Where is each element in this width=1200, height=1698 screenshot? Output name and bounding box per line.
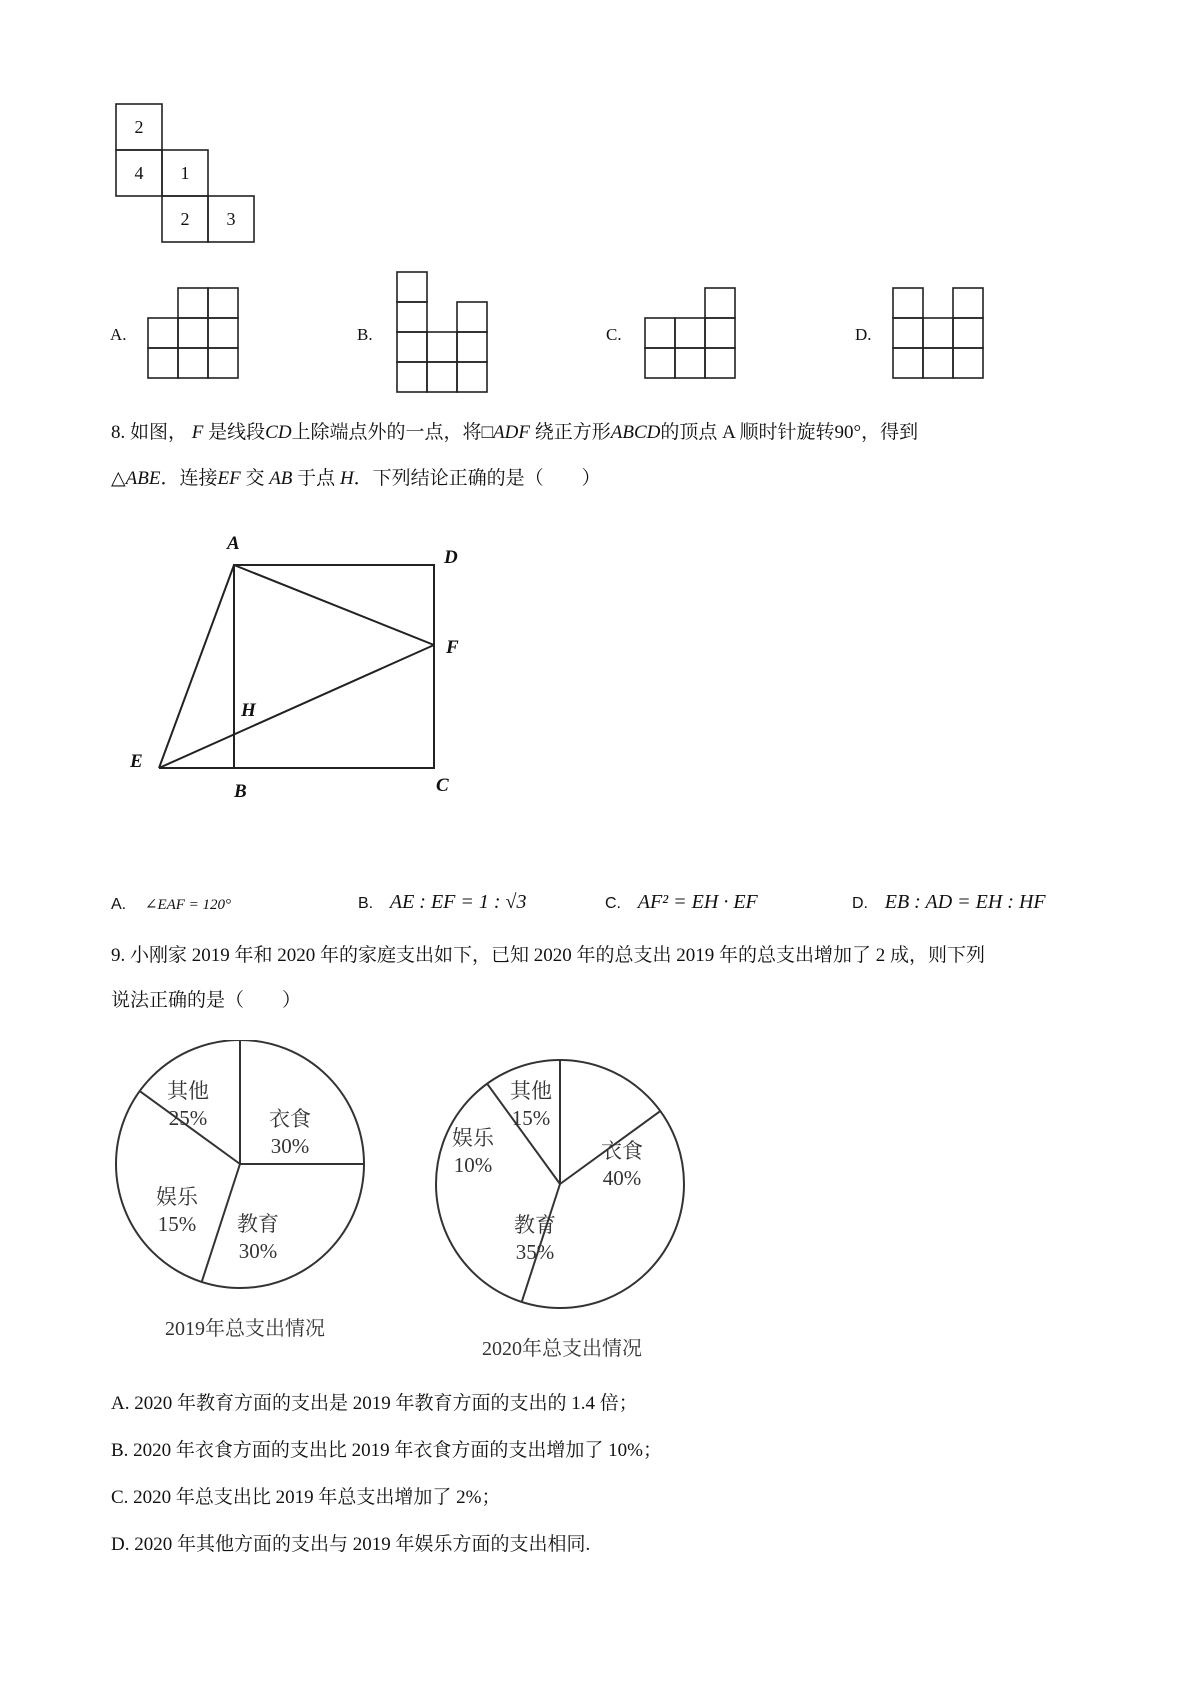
q8-option-b bbox=[358, 890, 527, 915]
q7-option-a-figure bbox=[148, 288, 238, 378]
q7-option-c-figure bbox=[645, 288, 735, 378]
segment-af bbox=[234, 565, 434, 645]
q9-option-b: B. 2020 年衣食方面的支出比 2019 年衣食方面的支出增加了 10%； bbox=[111, 1440, 663, 1461]
label-d: D bbox=[444, 547, 458, 568]
q7-option-b-label: B. bbox=[357, 325, 373, 344]
pie-2019-cat-food: 衣食 bbox=[269, 1107, 311, 1131]
segment-ae bbox=[159, 565, 234, 768]
q8-var-ab: AB bbox=[269, 468, 293, 489]
q7-option-d-figure bbox=[893, 288, 983, 378]
q8-text: ，得到 bbox=[861, 422, 919, 443]
label-b: B bbox=[234, 781, 247, 802]
pie-2020-val-fun: 10% bbox=[453, 1153, 493, 1177]
q8-text: 的顶点 A 顺时针旋转 bbox=[660, 422, 835, 443]
label-h: H bbox=[241, 700, 256, 721]
label-e: E bbox=[130, 751, 143, 772]
label-a: A bbox=[227, 533, 240, 554]
pie-2019-cat-edu: 教育 bbox=[237, 1212, 279, 1236]
label-f: F bbox=[446, 637, 459, 658]
label-c: C bbox=[436, 775, 449, 796]
net-num-1: 2 bbox=[134, 117, 144, 137]
net-num-5: 3 bbox=[226, 209, 236, 229]
q8-text: 上除端点外的一点，将 bbox=[291, 422, 482, 443]
pie-2020-val-edu: 35% bbox=[515, 1240, 555, 1264]
q8-var-h: H bbox=[339, 468, 354, 489]
q9-option-d: D. 2020 年其他方面的支出与 2019 年娱乐方面的支出相同. bbox=[111, 1534, 591, 1555]
q8-var-cd: CD bbox=[265, 422, 292, 443]
q8-glyph-box: □ bbox=[481, 422, 494, 443]
q8-text: ．连接 bbox=[160, 468, 218, 489]
q8-option-c bbox=[605, 890, 758, 915]
q8-prefix: 8. 如图， bbox=[111, 422, 188, 443]
net-num-3: 1 bbox=[180, 163, 190, 183]
q7-figures bbox=[0, 0, 1200, 400]
pie-2020-val-other: 15% bbox=[511, 1106, 551, 1130]
pie-2020-cat-edu: 教育 bbox=[514, 1213, 556, 1237]
q9-pie-charts bbox=[0, 1040, 760, 1370]
q8-option-a-label: A. bbox=[111, 896, 127, 913]
q8-option-a-expr: ∠EAF = 120° bbox=[144, 897, 232, 913]
cube-net-numbers bbox=[135, 117, 236, 229]
q7-option-b-figure bbox=[397, 272, 487, 392]
q8-option-c-expr: AF² = EH · EF bbox=[637, 891, 758, 913]
segment-ef bbox=[159, 645, 434, 768]
pie-2019-val-edu: 30% bbox=[238, 1239, 278, 1263]
pie-2019-cat-fun: 娱乐 bbox=[156, 1185, 198, 1209]
q8-geometry-figure bbox=[0, 520, 520, 820]
q8-text: 是线段 bbox=[208, 422, 266, 443]
q9-stem-line2: 说法正确的是（ ） bbox=[111, 990, 302, 1011]
q9-option-a: A. 2020 年教育方面的支出是 2019 年教育方面的支出的 1.4 倍； bbox=[111, 1393, 638, 1414]
pie-2019-val-fun: 15% bbox=[157, 1212, 197, 1236]
q8-option-a bbox=[111, 893, 231, 916]
q8-stem-line1 bbox=[111, 422, 918, 445]
q7-option-a-label: A. bbox=[110, 325, 127, 344]
pie-chart-2020 bbox=[436, 1060, 684, 1308]
q8-option-b-label: B. bbox=[358, 895, 374, 912]
pie-2020-cat-fun: 娱乐 bbox=[452, 1126, 494, 1150]
q8-var-f: F bbox=[191, 422, 204, 443]
q8-var-abe: ABE bbox=[125, 468, 161, 489]
pie-2020-cat-food: 衣食 bbox=[601, 1139, 643, 1163]
q8-option-d-label: D. bbox=[852, 895, 868, 912]
q8-triangle-symbol: △ bbox=[111, 468, 126, 489]
pie-2019-val-other: 25% bbox=[168, 1106, 208, 1130]
q8-text: 于点 bbox=[297, 468, 336, 489]
pie-2019-slice-edu-boundary bbox=[202, 1164, 240, 1282]
q8-stem-line2 bbox=[111, 468, 601, 491]
net-num-2: 4 bbox=[134, 163, 144, 183]
q8-var-ef: EF bbox=[217, 468, 241, 489]
pie-2019-title: 2019年总支出情况 bbox=[165, 1318, 325, 1340]
q8-option-d bbox=[852, 890, 1046, 915]
q8-angle: 90° bbox=[834, 422, 862, 443]
q8-option-b-expr: AE : EF = 1 : √3 bbox=[389, 891, 527, 913]
pie-2019-val-food: 30% bbox=[270, 1134, 310, 1158]
q8-text: ．下列结论正确的是（ ） bbox=[353, 468, 601, 489]
q8-var-abcd: ABCD bbox=[610, 422, 661, 443]
q8-var-adf: ADF bbox=[493, 422, 530, 443]
q9-stem-line1: 9. 小刚家 2019 年和 2020 年的家庭支出如下，已知 2020 年的总支出 2019 年的总支出增加了 2 成，则下列 bbox=[111, 945, 986, 966]
pie-2020-cat-other: 其他 bbox=[510, 1079, 552, 1103]
q8-option-c-label: C. bbox=[605, 895, 621, 912]
q9-option-c: C. 2020 年总支出比 2019 年总支出增加了 2%； bbox=[111, 1487, 501, 1508]
q8-text: 交 bbox=[245, 468, 265, 489]
q8-option-d-expr: EB : AD = EH : HF bbox=[884, 891, 1046, 913]
net-num-4: 2 bbox=[180, 209, 190, 229]
pie-2020-title: 2020年总支出情况 bbox=[482, 1338, 642, 1360]
q7-option-c-label: C. bbox=[606, 325, 622, 344]
square-abcd bbox=[234, 565, 434, 768]
pie-2019-cat-other: 其他 bbox=[167, 1079, 209, 1103]
q7-option-d-label: D. bbox=[855, 325, 872, 344]
q8-text: 绕正方形 bbox=[534, 422, 611, 443]
pie-2020-val-food: 40% bbox=[602, 1166, 642, 1190]
